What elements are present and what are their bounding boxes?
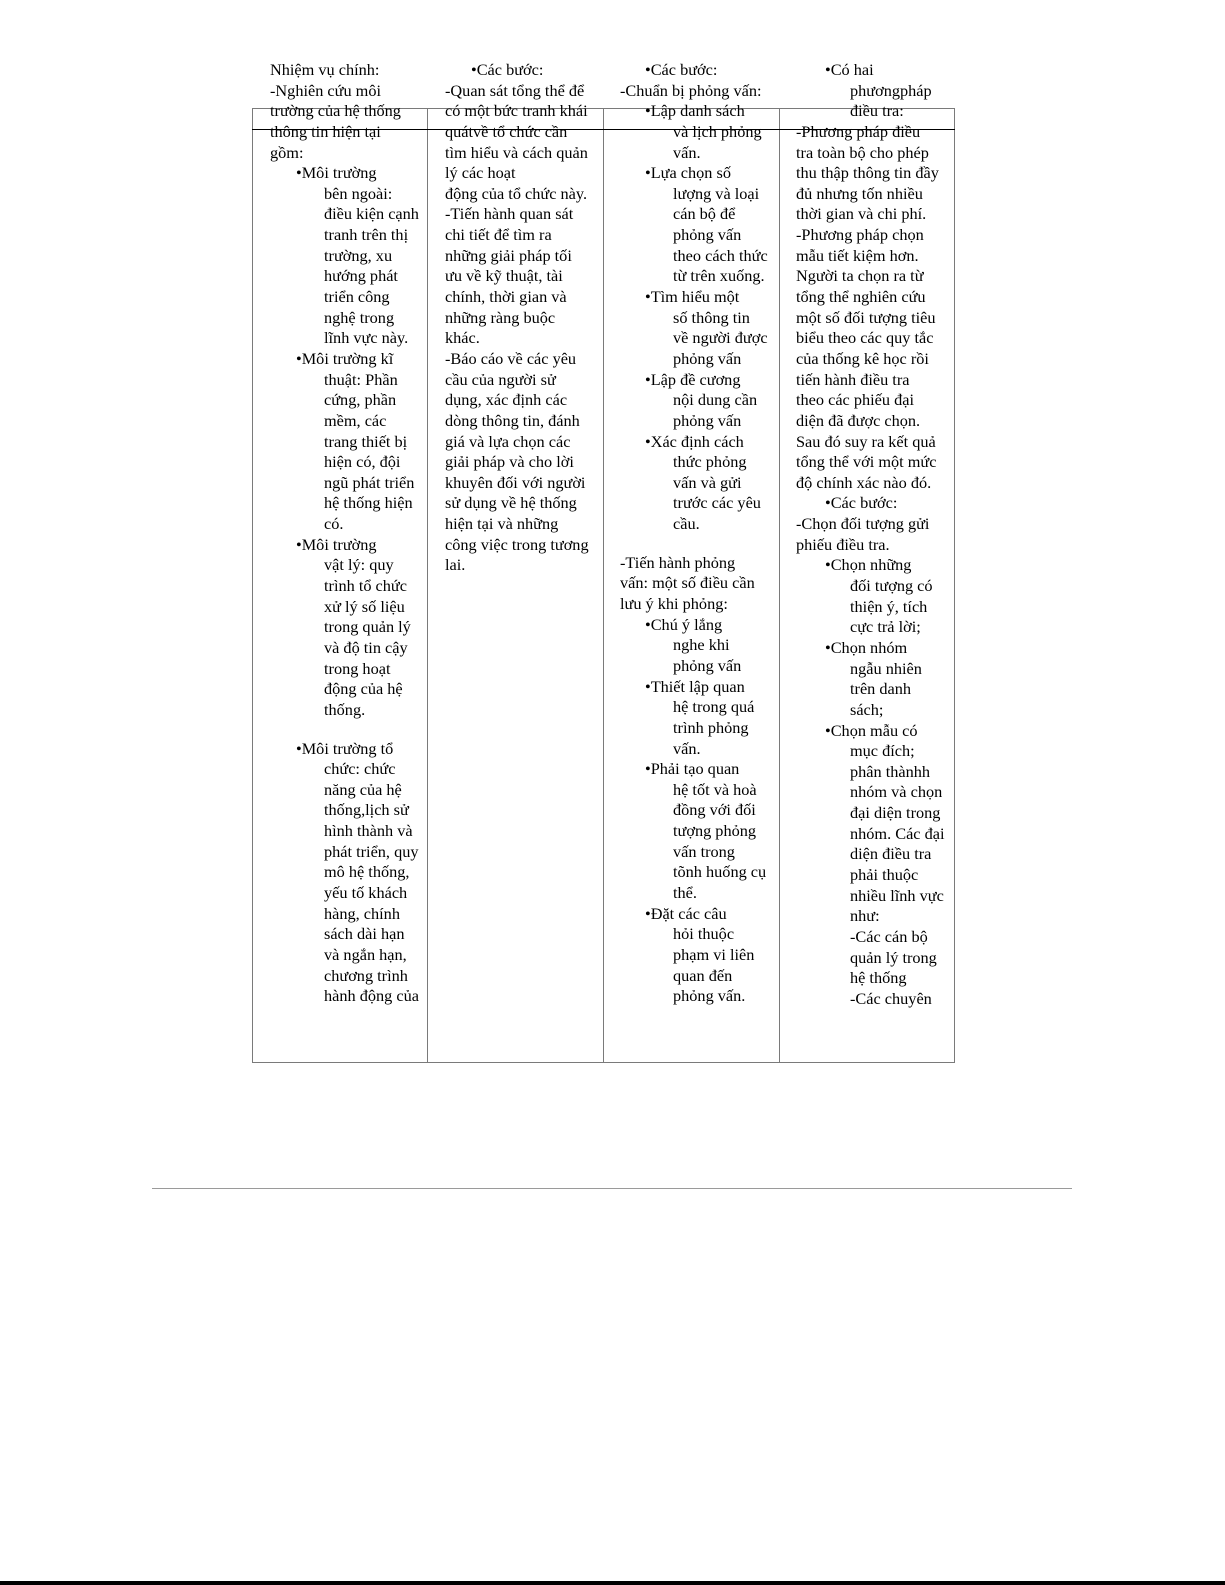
cell-text-line: quản lý trong bbox=[850, 947, 937, 967]
cell-text-line: tìm hiểu và cách quản bbox=[445, 142, 588, 162]
table-column-3 bbox=[620, 60, 768, 1007]
cell-text-line: nhóm. Các đại bbox=[850, 823, 945, 843]
cell-text-line: -Chuẩn bị phỏng vấn: bbox=[620, 80, 762, 100]
cell-text-line: thức phỏng bbox=[673, 452, 747, 472]
cell-text-line: lĩnh vực này. bbox=[324, 328, 409, 348]
cell-text-line: diện điều tra bbox=[850, 844, 932, 864]
cell-text-line: điều tra: bbox=[850, 101, 904, 121]
cell-text-line: trên danh bbox=[850, 679, 912, 699]
cell-text-line: dụng, xác định các bbox=[445, 390, 568, 410]
blank-line bbox=[620, 535, 768, 553]
cell-text-line: •Môi trường bbox=[296, 163, 377, 183]
cell-text-line: cứng, phần bbox=[324, 390, 397, 410]
cell-text-line: về người được bbox=[673, 328, 768, 348]
cell-text-line: biểu theo các quy tắc bbox=[796, 328, 934, 348]
cell-text-line: tượng phỏng bbox=[673, 821, 757, 841]
cell-text-line: sử dụng về hệ thống bbox=[445, 493, 577, 513]
cell-text-line: chức: chức bbox=[324, 759, 396, 779]
cell-text-line: và độ tin cậy bbox=[324, 637, 408, 657]
cell-text-line: có một bức tranh khái bbox=[445, 101, 588, 121]
cell-text-line: tra toàn bộ cho phép bbox=[796, 142, 929, 162]
cell-text-line: mềm, các bbox=[324, 410, 387, 430]
cell-text-line: có. bbox=[324, 514, 344, 534]
cell-text-line: •Môi trường bbox=[296, 534, 377, 554]
cell-text-line: giá và lựa chọn các bbox=[445, 431, 571, 451]
cell-text-line: ưu về kỹ thuật, tài bbox=[445, 266, 563, 286]
cell-text-line: giải pháp và cho lời bbox=[445, 452, 574, 472]
cell-text-line: của thống kê học rồi bbox=[796, 348, 929, 368]
cell-text-line: tranh trên thị bbox=[324, 225, 409, 245]
cell-text-line: thuật: Phần bbox=[324, 369, 398, 389]
cell-text-line: bên ngoài: bbox=[324, 183, 393, 203]
cell-text-line: ngũ phát triển bbox=[324, 472, 415, 492]
cell-text-line: quan đến bbox=[673, 965, 733, 985]
cell-text-line: •Các bước: bbox=[645, 60, 718, 79]
cell-text-line: -Chọn đối tượng gửi bbox=[796, 514, 930, 534]
cell-text-line: vấn và gửi bbox=[673, 472, 742, 492]
cell-text-line: một số đối tượng tiêu bbox=[796, 307, 936, 327]
cell-text-line: tổng thể với một mức bbox=[796, 452, 937, 472]
cell-text-line: trình tổ chức bbox=[324, 576, 407, 596]
cell-text-line: yếu tố khách bbox=[324, 882, 408, 902]
cell-text-line: nội dung cần bbox=[673, 390, 758, 410]
cell-text-line: chính, thời gian và bbox=[445, 287, 567, 307]
cell-text-line: công việc trong tương bbox=[445, 534, 589, 554]
cell-text-line: hệ trong quá bbox=[673, 697, 755, 717]
cell-text-line: •Tìm hiểu một bbox=[645, 287, 740, 307]
cell-text-line: phỏng vấn bbox=[673, 655, 742, 675]
cell-text-line: hệ thống hiện bbox=[324, 493, 413, 513]
cell-text-line: thời gian và chi phí. bbox=[796, 204, 927, 224]
cell-text-line: khác. bbox=[445, 328, 480, 348]
bottom-edge-bar bbox=[0, 1581, 1225, 1585]
cell-text-line: sách dài hạn bbox=[324, 924, 405, 944]
cell-text-line: -Phương pháp điều bbox=[796, 121, 921, 141]
cell-text-line: thống,lịch sử bbox=[324, 800, 409, 820]
cell-text-line: khuyên đối với người bbox=[445, 472, 586, 492]
cell-text-line: cán bộ để bbox=[673, 204, 736, 224]
cell-text-line: •Chú ý lắng bbox=[645, 614, 723, 634]
cell-text-line: và ngắn hạn, bbox=[324, 944, 407, 964]
cell-text-line: diện đã được chọn. bbox=[796, 410, 921, 430]
cell-text-line: trang thiết bị bbox=[324, 431, 408, 451]
cell-text-line: -Các cán bộ bbox=[850, 926, 928, 946]
cell-text-line: đồng với đối bbox=[673, 800, 756, 820]
cell-text-line: nghe khi bbox=[673, 635, 730, 655]
cell-text-line: mục đích; bbox=[850, 741, 915, 761]
cell-text-line: tõnh huống cụ bbox=[673, 862, 767, 882]
cell-text-line: •Môi trường kĩ bbox=[296, 348, 394, 368]
cell-text-line: gồm: bbox=[270, 142, 304, 162]
cell-text-line: •Chọn mẫu có bbox=[825, 720, 918, 740]
cell-text-line: vấn. bbox=[673, 142, 701, 162]
cell-text-line: Nhiệm vụ chính: bbox=[270, 60, 380, 79]
cell-text-line: thống. bbox=[324, 699, 366, 719]
cell-text-line: -Các chuyên bbox=[850, 988, 932, 1008]
cell-text-line: hình thành và bbox=[324, 821, 413, 841]
table-column-2 bbox=[445, 60, 589, 576]
table-column-1 bbox=[270, 60, 419, 1007]
cell-text-line: •Thiết lập quan bbox=[645, 676, 745, 696]
column-divider bbox=[603, 108, 604, 1063]
cell-text-line: thiện ý, tích bbox=[850, 596, 928, 616]
cell-text-line: thu thập thông tin đầy bbox=[796, 163, 939, 183]
cell-text-line: phân thànhh bbox=[850, 761, 931, 781]
cell-text-line: •Xác định cách bbox=[645, 431, 744, 451]
cell-text-line: phỏng vấn bbox=[673, 225, 742, 245]
cell-text-line: -Quan sát tổng thể để bbox=[445, 80, 585, 100]
cell-text-line: trong hoạt bbox=[324, 658, 391, 678]
cell-text-line: độ chính xác nào đó. bbox=[796, 472, 932, 492]
cell-text-line: tổng thể nghiên cứu bbox=[796, 287, 926, 307]
cell-text-line: trước các yêu bbox=[673, 493, 761, 513]
cell-text-line: lượng và loại bbox=[673, 183, 760, 203]
cell-text-line: •Có hai bbox=[825, 60, 874, 79]
cell-text-line: •Các bước: bbox=[471, 60, 544, 79]
cell-text-line: những ràng buộc bbox=[445, 307, 556, 327]
cell-text-line: vật lý: quy bbox=[324, 555, 394, 575]
cell-text-line: cực trả lời; bbox=[850, 617, 921, 637]
cell-text-line: •Lựa chọn số bbox=[645, 163, 731, 183]
cell-text-line: trình phỏng bbox=[673, 717, 749, 737]
cell-text-line: hệ thống bbox=[850, 968, 907, 988]
column-divider bbox=[779, 108, 780, 1063]
cell-text-line: cầu của người sử bbox=[445, 369, 556, 389]
cell-text-line: lai. bbox=[445, 555, 466, 575]
cell-text-line: trường, xu bbox=[324, 245, 393, 265]
cell-text-line: phải thuộc bbox=[850, 864, 919, 884]
cell-text-line: như: bbox=[850, 906, 880, 926]
cell-text-line: triển công bbox=[324, 287, 390, 307]
cell-text-line: phươngpháp bbox=[850, 80, 932, 100]
table-column-4 bbox=[796, 60, 945, 1009]
cell-text-line: •Môi trường tổ bbox=[296, 738, 394, 758]
cell-text-line: điều kiện cạnh bbox=[324, 204, 419, 224]
cell-text-line: đối tượng có bbox=[850, 576, 933, 596]
cell-text-line: chương trình bbox=[324, 965, 408, 985]
cell-text-line: xử lý số liệu bbox=[324, 596, 405, 616]
cell-text-line: dòng thông tin, đánh bbox=[445, 410, 580, 430]
cell-text-line: phiếu điều tra. bbox=[796, 534, 890, 554]
cell-text-line: trong quản lý bbox=[324, 617, 411, 637]
cell-text-line: theo cách thức bbox=[673, 245, 768, 265]
cell-text-line: hướng phát bbox=[324, 266, 398, 286]
cell-text-line: •Lập danh sách bbox=[645, 101, 745, 121]
cell-text-line: chi tiết để tìm ra bbox=[445, 225, 552, 245]
cell-text-line: vấn trong bbox=[673, 841, 735, 861]
cell-text-line: -Tiến hành quan sát bbox=[445, 204, 574, 224]
cell-text-line: ngẫu nhiên bbox=[850, 658, 922, 678]
cell-text-line: sách; bbox=[850, 699, 884, 719]
cell-text-line: hỏi thuộc bbox=[673, 924, 735, 944]
cell-text-line: nhóm và chọn bbox=[850, 782, 943, 802]
cell-text-line: Người ta chọn ra từ bbox=[796, 266, 924, 286]
cell-text-line: Sau đó suy ra kết quả bbox=[796, 431, 936, 451]
cell-text-line: động của tổ chức này. bbox=[445, 183, 588, 203]
cell-text-line: hiện tại và những bbox=[445, 514, 559, 534]
cell-text-line: hệ tốt và hoà bbox=[673, 779, 757, 799]
cell-text-line: đại diện trong bbox=[850, 803, 941, 823]
cell-text-line: tiến hành điều tra bbox=[796, 369, 910, 389]
cell-text-line: từ trên xuống. bbox=[673, 266, 765, 286]
cell-text-line: vấn. bbox=[673, 738, 701, 758]
cell-text-line: mô hệ thống, bbox=[324, 862, 410, 882]
cell-text-line: hành động của bbox=[324, 986, 419, 1006]
blank-line bbox=[270, 721, 419, 739]
cell-text-line: động của hệ bbox=[324, 679, 403, 699]
cell-text-line: phát triển, quy bbox=[324, 841, 419, 861]
cell-text-line: •Chọn nhóm bbox=[825, 637, 908, 657]
cell-text-line: số thông tin bbox=[673, 307, 750, 327]
cell-text-line: phỏng vấn bbox=[673, 348, 742, 368]
cell-text-line: nghệ trong bbox=[324, 307, 395, 327]
cell-text-line: -Phương pháp chọn bbox=[796, 225, 924, 245]
cell-text-line: vấn: một số điều cần bbox=[620, 573, 755, 593]
cell-text-line: cầu. bbox=[673, 514, 700, 534]
page-separator bbox=[152, 1188, 1072, 1189]
cell-text-line: mẫu tiết kiệm hơn. bbox=[796, 245, 919, 265]
cell-text-line: phỏng vấn bbox=[673, 410, 742, 430]
cell-text-line: lưu ý khi phỏng: bbox=[620, 594, 728, 614]
cell-text-line: •Các bước: bbox=[825, 493, 898, 513]
cell-text-line: -Báo cáo về các yêu bbox=[445, 348, 577, 368]
cell-text-line: hiện có, đội bbox=[324, 452, 401, 472]
cell-text-line: phạm vi liên bbox=[673, 944, 755, 964]
cell-text-line: •Lập đề cương bbox=[645, 369, 741, 389]
cell-text-line: lý các hoạt bbox=[445, 163, 516, 183]
column-divider bbox=[427, 108, 428, 1063]
cell-text-line: -Nghiên cứu môi bbox=[270, 80, 382, 100]
cell-text-line: trường của hệ thống bbox=[270, 101, 401, 121]
cell-text-line: hàng, chính bbox=[324, 903, 400, 923]
cell-text-line: •Phải tạo quan bbox=[645, 759, 740, 779]
cell-text-line: và lịch phỏng bbox=[673, 121, 762, 141]
cell-text-line: -Tiến hành phỏng bbox=[620, 552, 736, 572]
cell-text-line: nhiều lĩnh vực bbox=[850, 885, 944, 905]
cell-text-line: đủ nhưng tốn nhiều bbox=[796, 183, 923, 203]
cell-text-line: •Chọn những bbox=[825, 555, 912, 575]
cell-text-line: phỏng vấn. bbox=[673, 986, 746, 1006]
cell-text-line: thông tin hiện tại bbox=[270, 121, 381, 141]
cell-text-line: năng của hệ bbox=[324, 779, 402, 799]
cell-text-line: thể. bbox=[673, 882, 697, 902]
cell-text-line: theo các phiếu đại bbox=[796, 390, 914, 410]
cell-text-line: quátvề tổ chức cần bbox=[445, 121, 568, 141]
cell-text-line: •Đặt các câu bbox=[645, 903, 727, 923]
cell-text-line: những giải pháp tối bbox=[445, 245, 572, 265]
